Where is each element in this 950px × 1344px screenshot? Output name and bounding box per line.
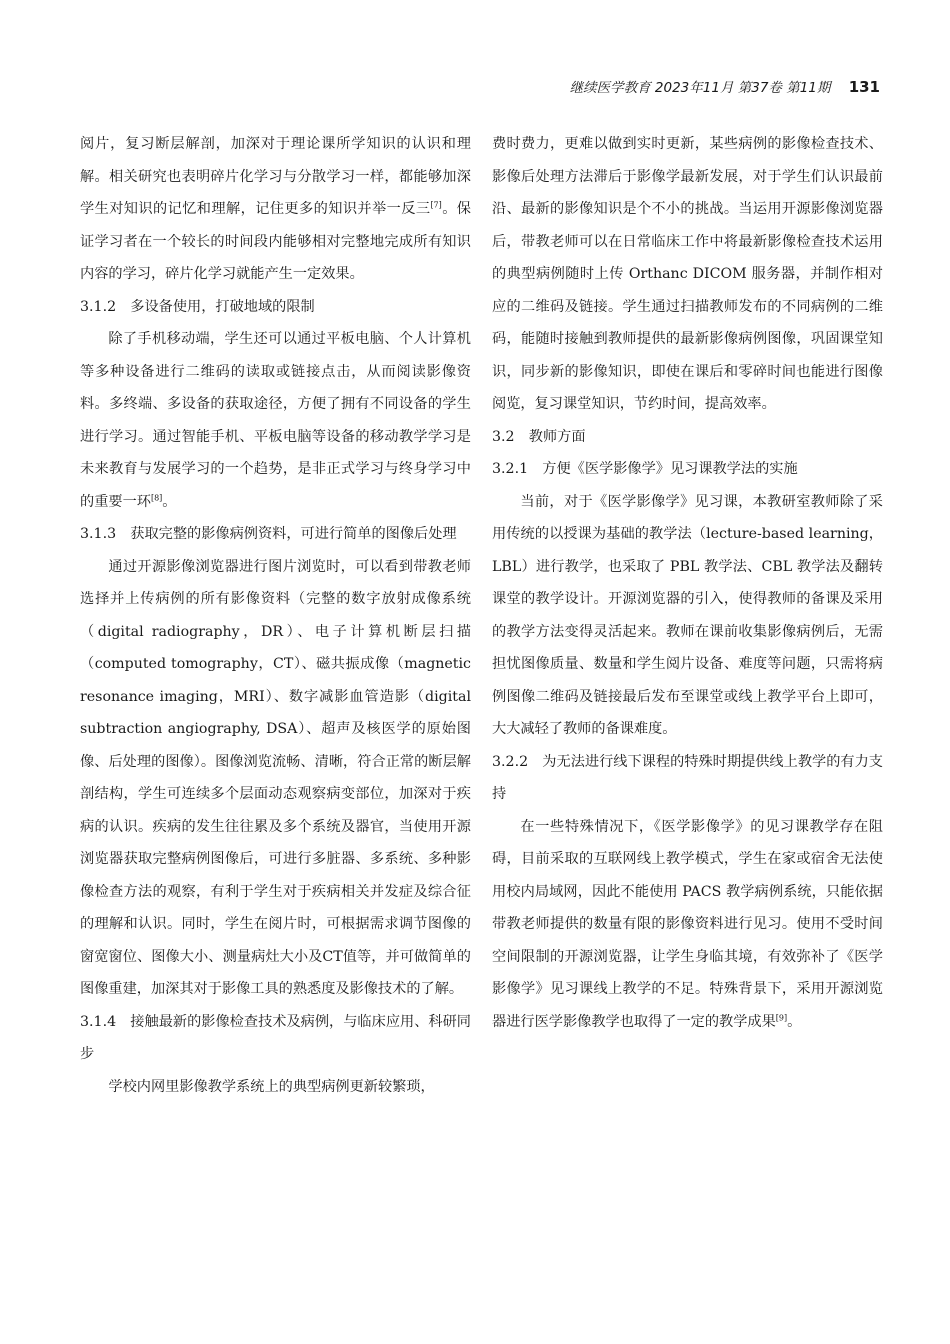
section-heading: 3.1.2 多设备使用，打破地域的限制: [80, 298, 315, 315]
paragraph: 通过开源影像浏览器进行图片浏览时，可以看到带教老师选择并上传病例的所有影像资料（完整的数字放射成像系统（digital radiography，DR）、电子计算机断层扫描（computed tomography，CT）、磁共振成像（magnetic resonance imaging，MRI）、数字减影血管造影（digital subtraction angiography, DSA）、超声及核医学的原始图像、后处理的图像）。图像浏览流畅、清晰，符合正常的断层解剖结构，学生可连续多个层面动态观察病变部位，加深对于疾病的认识。疾病的发生往往累及多个系统及器官，当使用开源浏览器获取完整病例图像后，可进行多脏器、多系统、多种影像检查方法的观察，有利于学生对于疾病相关并发症及综合征的理解和认识。同时，学生在阅片时，可根据需求调节图像的窗宽窗位、图像大小、测量病灶大小及CT值等，并可做简单的图像重建，加深其对于影像工具的熟悉度及影像技术的了解。: [80, 558, 471, 997]
page-number: 131: [848, 78, 880, 96]
paragraph: 费时费力，更难以做到实时更新，某些病例的影像检查技术、影像后处理方法滞后于影像学最新发展，对于学生们认识最前沿、最新的影像知识是个不小的挑战。当运用开源影像浏览器后，带教老师可以在日常临床工作中将最新影像检查技术运用的典型病例随时上传 Orthanc DICOM 服务器，并制作相对应的二维码及链接。学生通过扫描教师发布的不同病例的二维码，能随时接触到教师提供的最新影像病例图像，巩固课堂知识，同步新的影像知识，即使在课后和零碎时间也能进行图像阅览，复习课堂知识，节约时间，提高效率。: [492, 136, 883, 412]
paragraph: [492, 811, 883, 1039]
paragraph-text: 。保证学习者在一个较长的时间段内能够相对完整地完成所有知识内容的学习，碎片化学习就能产生一定效果。: [80, 201, 471, 282]
paragraph: 学校内网里影像教学系统上的典型病例更新较繁琐，: [108, 1078, 435, 1095]
citation-ref: [8]: [150, 492, 163, 502]
paragraph-text: 。: [787, 1013, 802, 1030]
section-heading: 3.2.2 为无法进行线下课程的特殊时期提供线上教学的有力支持: [492, 753, 883, 802]
section-heading: 3.1.4 接触最新的影像检查技术及病例，与临床应用、科研同步: [80, 1013, 471, 1062]
running-header: [80, 76, 880, 100]
citation-ref: [9]: [775, 1012, 788, 1022]
section-heading: 3.2 教师方面: [492, 428, 586, 445]
paragraph-text: 在一些特殊情况下，《医学影像学》的见习课教学存在阻碍，目前采取的互联网线上教学模式，学生在家或宿舍无法使用校内局域网，因此不能使用 PACS 教学病例系统，只能依据带教老师提供的数量有限的影像资料进行见习。使用不受时间空间限制的开源浏览器，让学生身临其境，有效弥补了《医学影像学》见习课线上教学的不足。特殊背景下，采用开源浏览器进行医学影像教学也取得了一定的教学成果: [492, 818, 883, 1030]
paragraph: [80, 128, 471, 291]
paragraph-text: 除了手机移动端，学生还可以通过平板电脑、个人计算机等多种设备进行二维码的读取或链接点击，从而阅读影像资料。多终端、多设备的获取途径，方便了拥有不同设备的学生进行学习。通过智能手机、平板电脑等设备的移动教学学习是未来教育与发展学习的一个趋势，是非正式学习与终身学习中的重要一环: [80, 331, 471, 510]
section-heading: 3.1.3 获取完整的影像病例资料，可进行简单的图像后处理: [80, 526, 457, 542]
paragraph-text: 。: [162, 493, 177, 510]
paragraph: [80, 323, 471, 518]
paragraph: 当前，对于《医学影像学》见习课，本教研室教师除了采用传统的以授课为基础的教学法（lecture-based learning，LBL）进行教学，也采取了 PBL 教学法、CBL 教学法及翻转课堂的教学设计。开源浏览器的引入，使得教师的备课及采用的教学方法变得灵活起来。教师在课前收集影像病例后，无需担忧图像质量、数量和学生阅片设备、难度等问题，只需将病例图像二维码及链接最后发布至课堂或线上教学平台上即可，大大减轻了教师的备课难度。: [492, 493, 883, 737]
right-column: [492, 128, 883, 1038]
journal-info: 继续医学教育 2023年11月 第37卷 第11期: [569, 80, 831, 96]
paragraph-text: 阅片，复习断层解剖，加深对于理论课所学知识的认识和理解。相关研究也表明碎片化学习与分散学习一样，都能够加深学生对知识的记忆和理解，记住更多的知识并举一反三: [80, 136, 471, 217]
citation-ref: [7]: [430, 200, 442, 210]
section-heading: 3.2.1 方便《医学影像学》见习课教学法的实施: [492, 461, 798, 477]
left-column: [80, 128, 471, 1103]
